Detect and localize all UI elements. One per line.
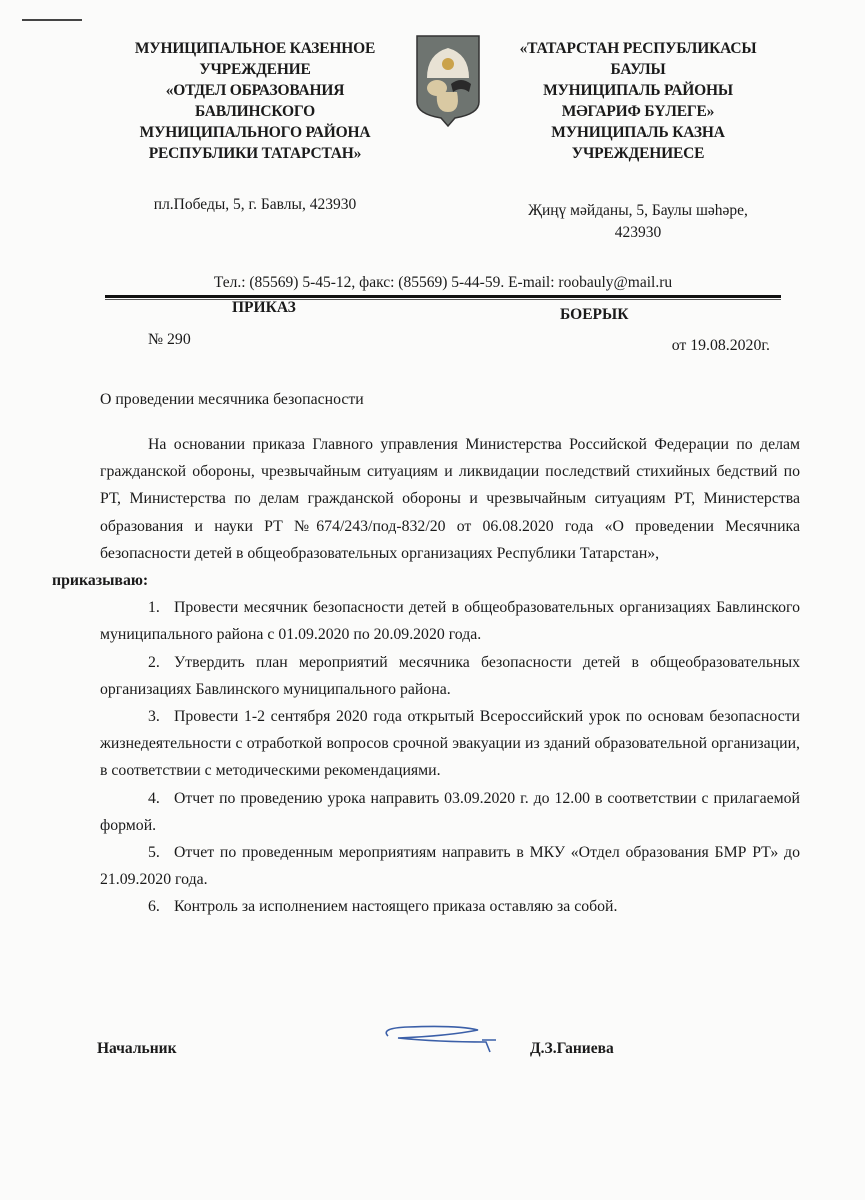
header-right [488, 38, 788, 164]
item-text: Контроль за исполнением настоящего приказа оставляю за собой. [174, 898, 618, 916]
header-right-line: БАУЛЫ [610, 61, 666, 78]
contacts-line: Тел.: (85569) 5-45-12, факс: (85569) 5-44-59. E-mail: roobauly@mail.ru [213, 274, 673, 291]
item-number: 5. [148, 844, 160, 862]
header-left-line: МУНИЦИПАЛЬНОГО РАЙОНА [139, 124, 371, 141]
order-item [100, 649, 800, 703]
item-text: Утвердить план мероприятий месячника безопасности детей в общеобразовательных организациях Бавлинского муниципального района. [100, 653, 800, 698]
header-left [100, 38, 410, 164]
decree-word: приказываю: [52, 572, 149, 590]
order-item [100, 785, 800, 839]
order-title-tt: БОЕРЫК [560, 306, 629, 323]
header-left-line: МУНИЦИПАЛЬНОЕ КАЗЕННОЕ [134, 40, 376, 57]
order-item [100, 594, 800, 648]
item-number: 4. [148, 789, 160, 807]
header-left-line: УЧРЕЖДЕНИЕ [199, 61, 311, 78]
item-text: Провести 1-2 сентября 2020 года открытый Всероссийский урок по основам безопасности жизнедеятельности с отработкой вопросов срочной эвакуации из зданий образовательной организации, в соответствии с методическими рекомендациями. [100, 708, 800, 780]
order-body [52, 431, 800, 921]
order-item [100, 893, 800, 920]
item-number: 3. [148, 708, 160, 726]
order-subject: О проведении месячника безопасности [100, 391, 364, 408]
header-right-line: УЧРЕЖДЕНИЕСЕ [571, 145, 705, 162]
signatory-name: Д.З.Ганиева [530, 1040, 614, 1057]
header-left-line: РЕСПУБЛИКИ ТАТАРСТАН» [148, 145, 362, 162]
preamble [52, 431, 800, 594]
order-number: № 290 [148, 331, 191, 348]
header-right-line: «ТАТАРСТАН РЕСПУБЛИКАСЫ [519, 40, 757, 57]
order-title-ru: ПРИКАЗ [232, 299, 296, 316]
scan-artifact [22, 19, 82, 21]
preamble-text: На основании приказа Главного управления Министерства Российской Федерации по делам гражданской обороны, чрезвычайным ситуациям и ликвидации последствий стихийных бедствий по РТ, Министерства по делам гражданской обороны и чрезвычайным ситуациям РТ, Министерства образования и науки РТ №674/243/под-832/20 от 06.08.2020 года «О проведении Месячника безопасности детей в общеобразовательных организациях Республики Татарстан», [100, 436, 800, 562]
header-right-line: МӘГАРИФ БҮЛЕГЕ» [561, 103, 715, 120]
order-item [100, 703, 800, 785]
header-divider [105, 295, 781, 298]
item-text: Отчет по проведенным мероприятиям направить в МКУ «Отдел образования БМР РТ» до 21.09.2020 года. [100, 844, 800, 889]
order-date: от 19.08.2020г. [671, 337, 770, 354]
handwritten-signature [378, 1022, 508, 1056]
coat-of-arms-emblem [413, 32, 483, 128]
item-number: 6. [148, 898, 160, 916]
header-divider-thin [105, 299, 781, 300]
item-text: Отчет по проведению урока направить 03.09.2020 г. до 12.00 в соответствии с прилагаемой формой. [100, 789, 800, 834]
address-right-line: 423930 [614, 224, 662, 241]
address-right [488, 200, 788, 244]
order-item [100, 839, 800, 893]
header-left-line: БАВЛИНСКОГО [194, 103, 316, 120]
header-right-line: МУНИЦИПАЛЬ РАЙОНЫ [543, 82, 733, 99]
address-left: пл.Победы, 5, г. Бавлы, 423930 [153, 196, 357, 213]
address-right-line: Җиңү мәйданы, 5, Баулы шәһәре, [528, 202, 748, 219]
header-left-line: «ОТДЕЛ ОБРАЗОВАНИЯ [165, 82, 345, 99]
header-right-line: МУНИЦИПАЛЬ КАЗНА [551, 124, 725, 141]
item-number: 1. [148, 599, 160, 617]
signatory-position: Начальник [97, 1040, 177, 1057]
item-text: Провести месячник безопасности детей в общеобразовательных организациях Бавлинского муниципального района с 01.09.2020 по 20.09.2020 года. [100, 599, 800, 644]
item-number: 2. [148, 653, 160, 671]
